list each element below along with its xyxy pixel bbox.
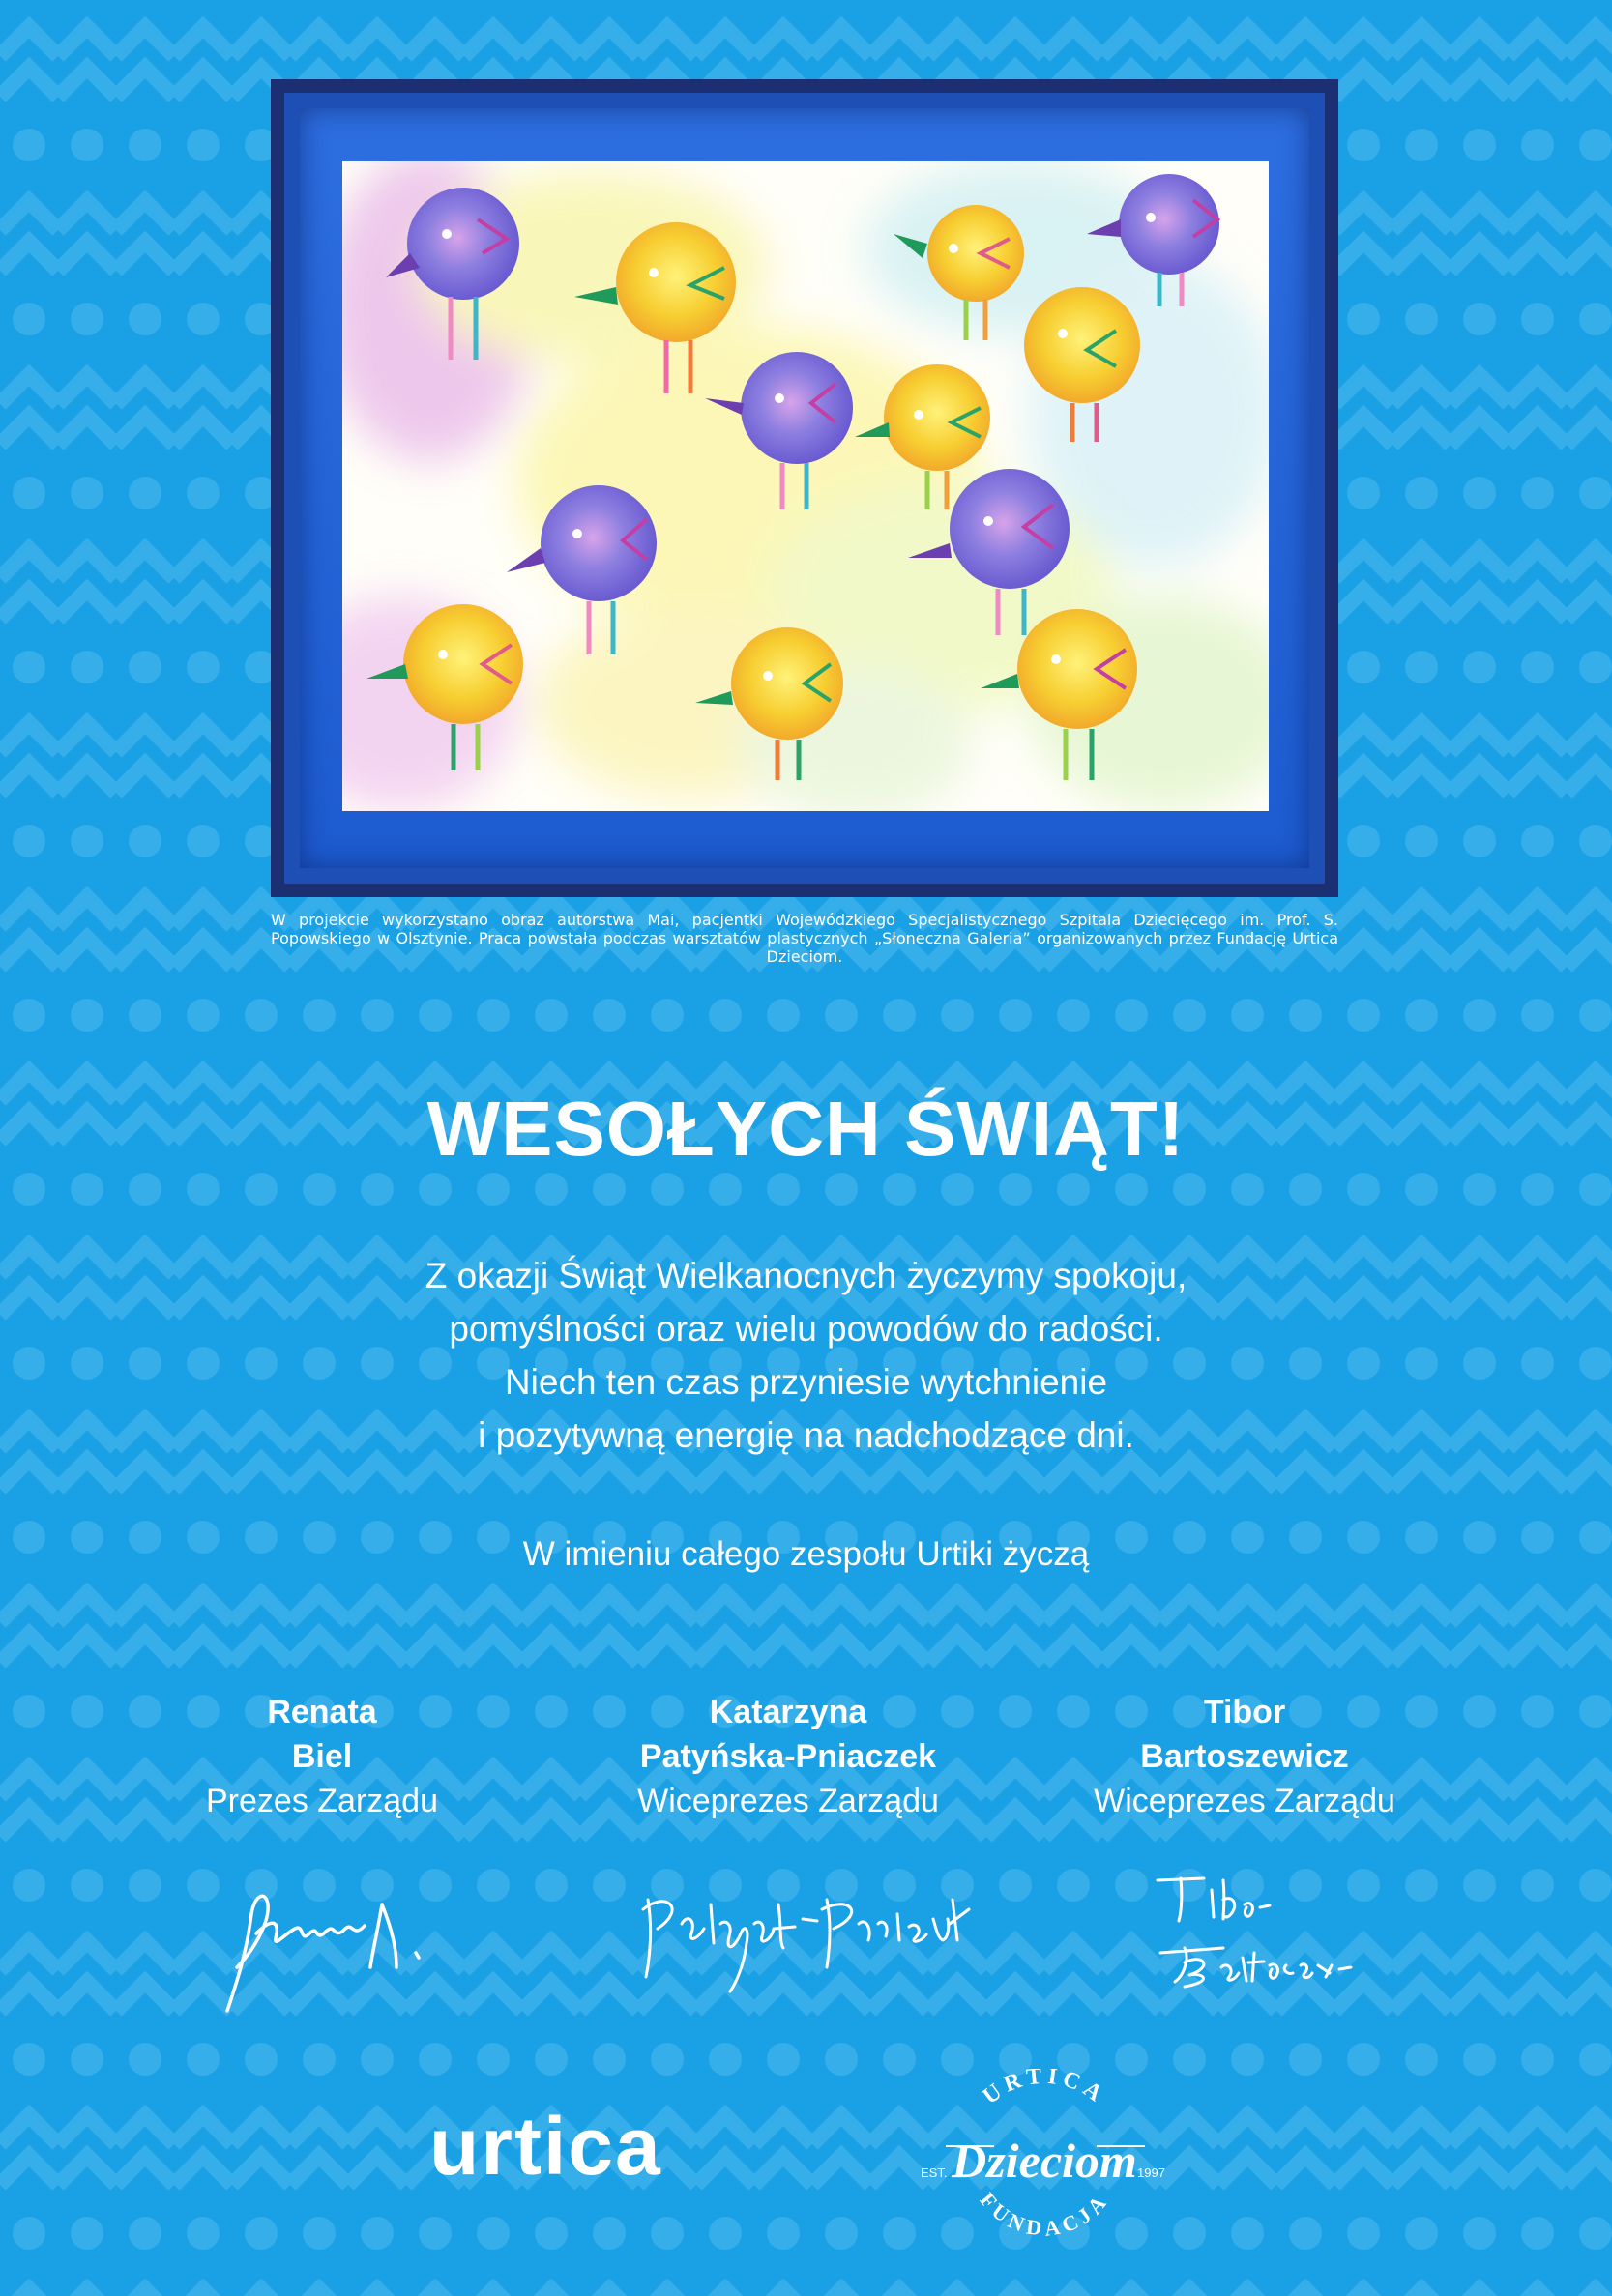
svg-text:URTICA: URTICA: [978, 2069, 1111, 2110]
wishes-line: Niech ten czas przyniesie wytchnienie: [504, 1362, 1108, 1402]
signature-katarzyna-patynska-pniaczek: [629, 1871, 977, 2006]
signatory-last-name: Biel: [291, 1738, 353, 1775]
painting-caption: W projekcie wykorzystano obraz autorstwa Mai, pacjentki Wojewódzkiego Specjalistycznego Szpitala Dziecięcego im. Prof. S. Popowskiego w Olsztynie. Praca powstała podczas warsztatów plastycznych „Słoneczna Galeria” organizowanych przez Fundację Urtica Dzieciom.: [271, 911, 1338, 966]
picture-frame: [271, 79, 1338, 897]
signatory-first-name: Katarzyna: [709, 1694, 867, 1730]
signatory-role: Wiceprezes Zarządu: [1094, 1783, 1395, 1819]
wishes-line: pomyślności oraz wielu powodów do radości.: [449, 1309, 1163, 1349]
wishes-line: Z okazji Świąt Wielkanocnych życzymy spokoju,: [425, 1256, 1187, 1295]
signatory-role: Prezes Zarządu: [206, 1783, 438, 1819]
urtica-dzieciom-foundation-logo: [899, 2069, 1189, 2252]
signatory-last-name: Patyńska-Pniaczek: [639, 1738, 937, 1775]
signatory-tibor-bartoszewicz: [1022, 1690, 1467, 1823]
svg-text:1997: 1997: [1137, 2165, 1165, 2180]
signoff-text: W imieniu całego zespołu Urtiki życzą: [522, 1535, 1090, 1573]
greeting-headline: WESOŁYCH ŚWIĄT!: [426, 1086, 1186, 1172]
signature-renata-biel: [198, 1875, 440, 2020]
painting-easter-chicks: [342, 161, 1269, 811]
signatory-role: Wiceprezes Zarządu: [637, 1783, 939, 1819]
svg-text:FUNDACJA: FUNDACJA: [975, 2187, 1114, 2241]
signatory-renata-biel: [100, 1690, 544, 1823]
signatory-katarzyna-patynska-pniaczek: [566, 1690, 1011, 1823]
signatory-last-name: Bartoszewicz: [1140, 1738, 1349, 1775]
svg-text:EST.: EST.: [921, 2165, 948, 2180]
wishes-line: i pozytywną energię na nadchodzące dni.: [478, 1415, 1134, 1455]
urtica-logo: urtica: [429, 2101, 662, 2192]
svg-text:Dzieciom: Dzieciom: [952, 2134, 1137, 2188]
signatory-first-name: Tibor: [1203, 1694, 1286, 1730]
signatory-first-name: Renata: [267, 1694, 377, 1730]
signature-tibor-bartoszewicz: [1146, 1861, 1378, 1996]
wishes-text: [232, 1249, 1380, 1462]
